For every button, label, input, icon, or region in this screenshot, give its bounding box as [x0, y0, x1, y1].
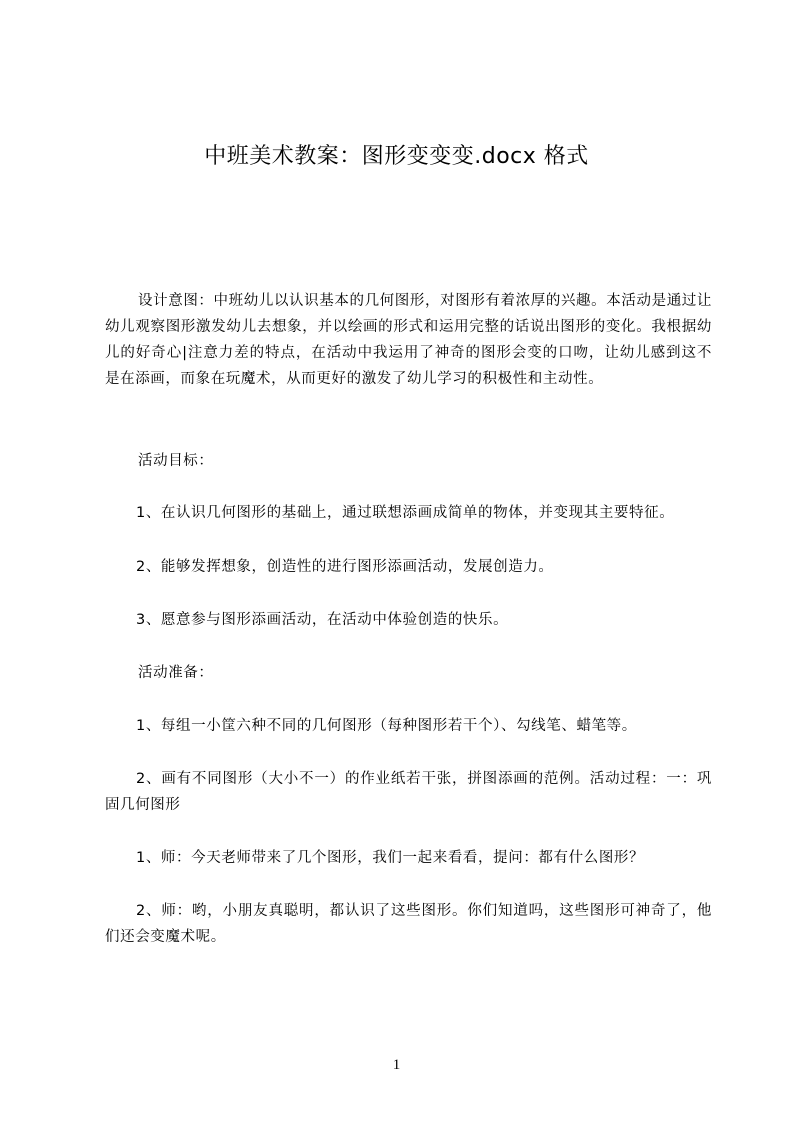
process-item-1: 1、师：今天老师带来了几个图形，我们一起来看看，提问：都有什么图形？ [136, 850, 645, 866]
goal-item-3: 3、愿意参与图形添画活动，在活动中体验创造的快乐。 [136, 612, 509, 628]
preparation-item-2-and-process-start: 2、画有不同图形（大小不一）的作业纸若干张，拼图添画的范例。活动过程：一：巩固几何图形 [105, 771, 712, 813]
page-number: 1 [392, 1057, 401, 1073]
goal-item-1: 1、在认识几何图形的基础上，通过联想添画成简单的物体，并变现其主要特征。 [136, 505, 675, 521]
design-intent-paragraph: 设计意图：中班幼儿以认识基本的几何图形，对图形有着浓厚的兴趣。本活动是通过让幼儿观察图形激发幼儿去想象，并以绘画的形式和运用完整的话说出图形的变化。我根据幼儿的好奇心|注意力差的特点，在活动中我运用了神奇的图形会变的口吻，让幼儿感到这不是在添画，而象在玩魔术，从而更好的激发了幼儿学习的积极性和主动性。 [105, 293, 712, 387]
process-item-2: 2、师：哟，小朋友真聪明，都认识了这些图形。你们知道吗，这些图形可神奇了，他们还会变魔术呢。 [105, 903, 712, 945]
preparation-item-1: 1、每组一小筐六种不同的几何图形（每种图形若干个）、勾线笔、蜡笔等。 [136, 718, 637, 734]
document-title: 中班美术教案：图形变变变.docx 格式 [204, 144, 589, 169]
activity-preparation-heading: 活动准备： [138, 665, 214, 681]
activity-goals-heading: 活动目标： [138, 453, 214, 469]
goal-item-2: 2、能够发挥想象，创造性的进行图形添画活动，发展创造力。 [136, 559, 554, 575]
